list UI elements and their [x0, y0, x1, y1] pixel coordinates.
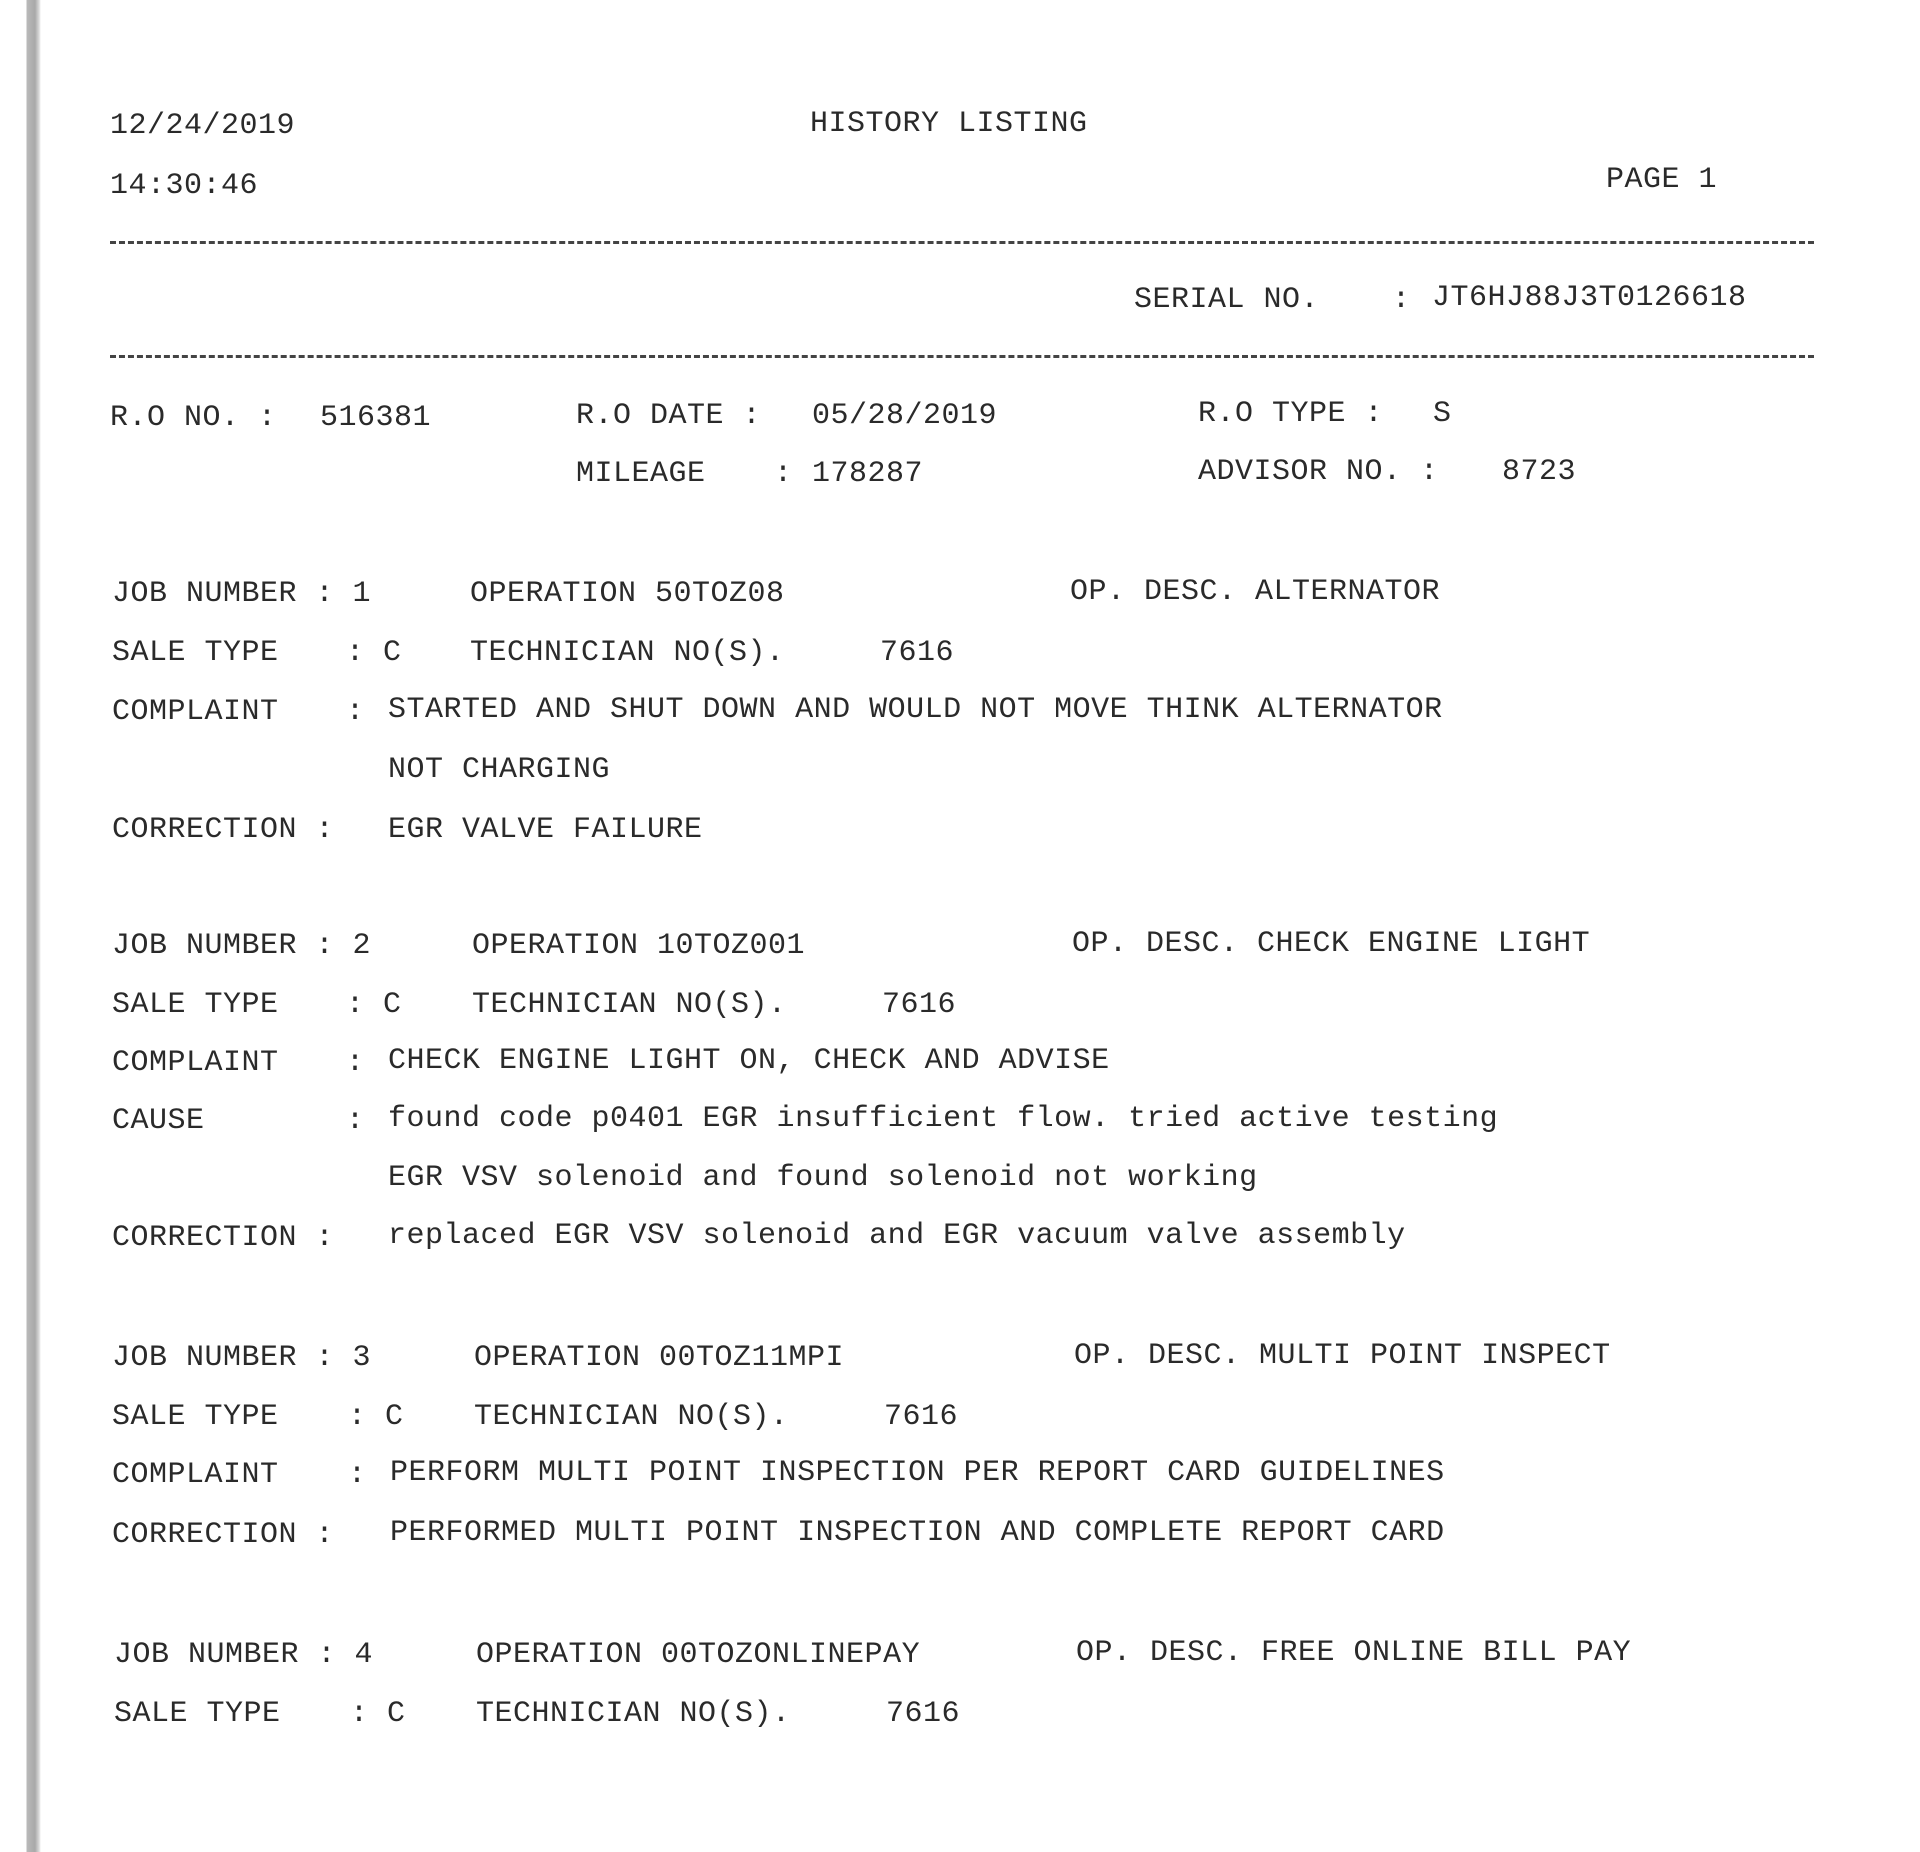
job-correction-label: CORRECTION : [112, 1518, 335, 1552]
job-complaint-label: COMPLAINT [112, 1458, 279, 1492]
divider-top [110, 241, 1814, 244]
job-technician-number: 7616 [882, 988, 957, 1022]
job-complaint-line: CHECK ENGINE LIGHT ON, CHECK AND ADVISE [388, 1044, 1110, 1078]
job-number: JOB NUMBER : 4 [114, 1638, 374, 1672]
job-sale-type-value: : C [348, 1400, 404, 1434]
report-title: HISTORY LISTING [810, 107, 1088, 141]
job-correction-line: EGR VALVE FAILURE [388, 813, 703, 847]
job-number: JOB NUMBER : 3 [112, 1341, 372, 1375]
job-operation: OPERATION 10TOZ001 [472, 929, 806, 963]
job-sale-type-label: SALE TYPE [112, 1400, 279, 1434]
ro-date-value: 05/28/2019 [812, 399, 998, 433]
job-op-desc: OP. DESC. ALTERNATOR [1070, 575, 1441, 609]
job-operation: OPERATION 00TOZ11MPI [474, 1341, 845, 1375]
serial-value: JT6HJ88J3T0126618 [1432, 281, 1747, 315]
job-correction-line: replaced EGR VSV solenoid and EGR vacuum valve assembly [388, 1219, 1406, 1253]
job-number: JOB NUMBER : 2 [112, 929, 372, 963]
job-technician-label: TECHNICIAN NO(S). [470, 636, 785, 670]
job-technician-label: TECHNICIAN NO(S). [474, 1400, 789, 1434]
job-number: JOB NUMBER : 1 [112, 577, 372, 611]
job-correction-label: CORRECTION : [112, 1221, 335, 1255]
ro-date-label: R.O DATE : [576, 399, 762, 433]
report-time: 14:30:46 [110, 169, 259, 203]
job-sale-type-label: SALE TYPE [112, 636, 279, 670]
job-technician-label: TECHNICIAN NO(S). [472, 988, 787, 1022]
job-op-desc: OP. DESC. MULTI POINT INSPECT [1074, 1339, 1611, 1373]
job-sale-type-value: : C [346, 988, 402, 1022]
job-complaint-sep: : [348, 1458, 367, 1492]
job-technician-label: TECHNICIAN NO(S). [476, 1697, 791, 1731]
job-complaint-line: NOT CHARGING [388, 753, 611, 787]
ro-type-label: R.O TYPE : [1198, 397, 1384, 431]
job-op-desc: OP. DESC. CHECK ENGINE LIGHT [1072, 927, 1591, 961]
job-op-desc: OP. DESC. FREE ONLINE BILL PAY [1076, 1636, 1632, 1670]
serial-separator: : [1392, 283, 1411, 317]
job-sale-type-value: : C [346, 636, 402, 670]
mileage-separator: : [774, 457, 793, 491]
job-complaint-sep: : [346, 1046, 365, 1080]
page-number: PAGE 1 [1606, 163, 1718, 197]
job-cause-label: CAUSE [112, 1104, 205, 1138]
job-complaint-label: COMPLAINT [112, 695, 279, 729]
advisor-value: 8723 [1502, 455, 1577, 489]
job-correction-line: PERFORMED MULTI POINT INSPECTION AND COMPLETE REPORT CARD [390, 1516, 1445, 1550]
job-complaint-sep: : [346, 695, 365, 729]
serial-label: SERIAL NO. [1134, 283, 1320, 317]
ro-number-label: R.O NO. : [110, 401, 277, 435]
ro-type-value: S [1433, 397, 1452, 431]
mileage-value: 178287 [812, 457, 924, 491]
job-cause-sep: : [346, 1104, 365, 1138]
job-operation: OPERATION 00TOZONLINEPAY [476, 1638, 921, 1672]
job-technician-number: 7616 [884, 1400, 959, 1434]
job-technician-number: 7616 [886, 1697, 961, 1731]
job-operation: OPERATION 50TOZ08 [470, 577, 785, 611]
ro-number-value: 516381 [320, 401, 432, 435]
job-sale-type-label: SALE TYPE [112, 988, 279, 1022]
job-sale-type-value: : C [350, 1697, 406, 1731]
job-cause-line: found code p0401 EGR insufficient flow. tried active testing [388, 1102, 1499, 1136]
divider-serial [110, 355, 1814, 358]
job-sale-type-label: SALE TYPE [114, 1697, 281, 1731]
job-complaint-label: COMPLAINT [112, 1046, 279, 1080]
job-technician-number: 7616 [880, 636, 955, 670]
job-cause-line: EGR VSV solenoid and found solenoid not working [388, 1161, 1258, 1195]
job-complaint-line: PERFORM MULTI POINT INSPECTION PER REPORT CARD GUIDELINES [390, 1456, 1445, 1490]
mileage-label: MILEAGE [576, 457, 706, 491]
advisor-label: ADVISOR NO. : [1198, 455, 1439, 489]
job-correction-label: CORRECTION : [112, 813, 335, 847]
report-date: 12/24/2019 [110, 109, 296, 143]
job-complaint-line: STARTED AND SHUT DOWN AND WOULD NOT MOVE THINK ALTERNATOR [388, 693, 1443, 727]
